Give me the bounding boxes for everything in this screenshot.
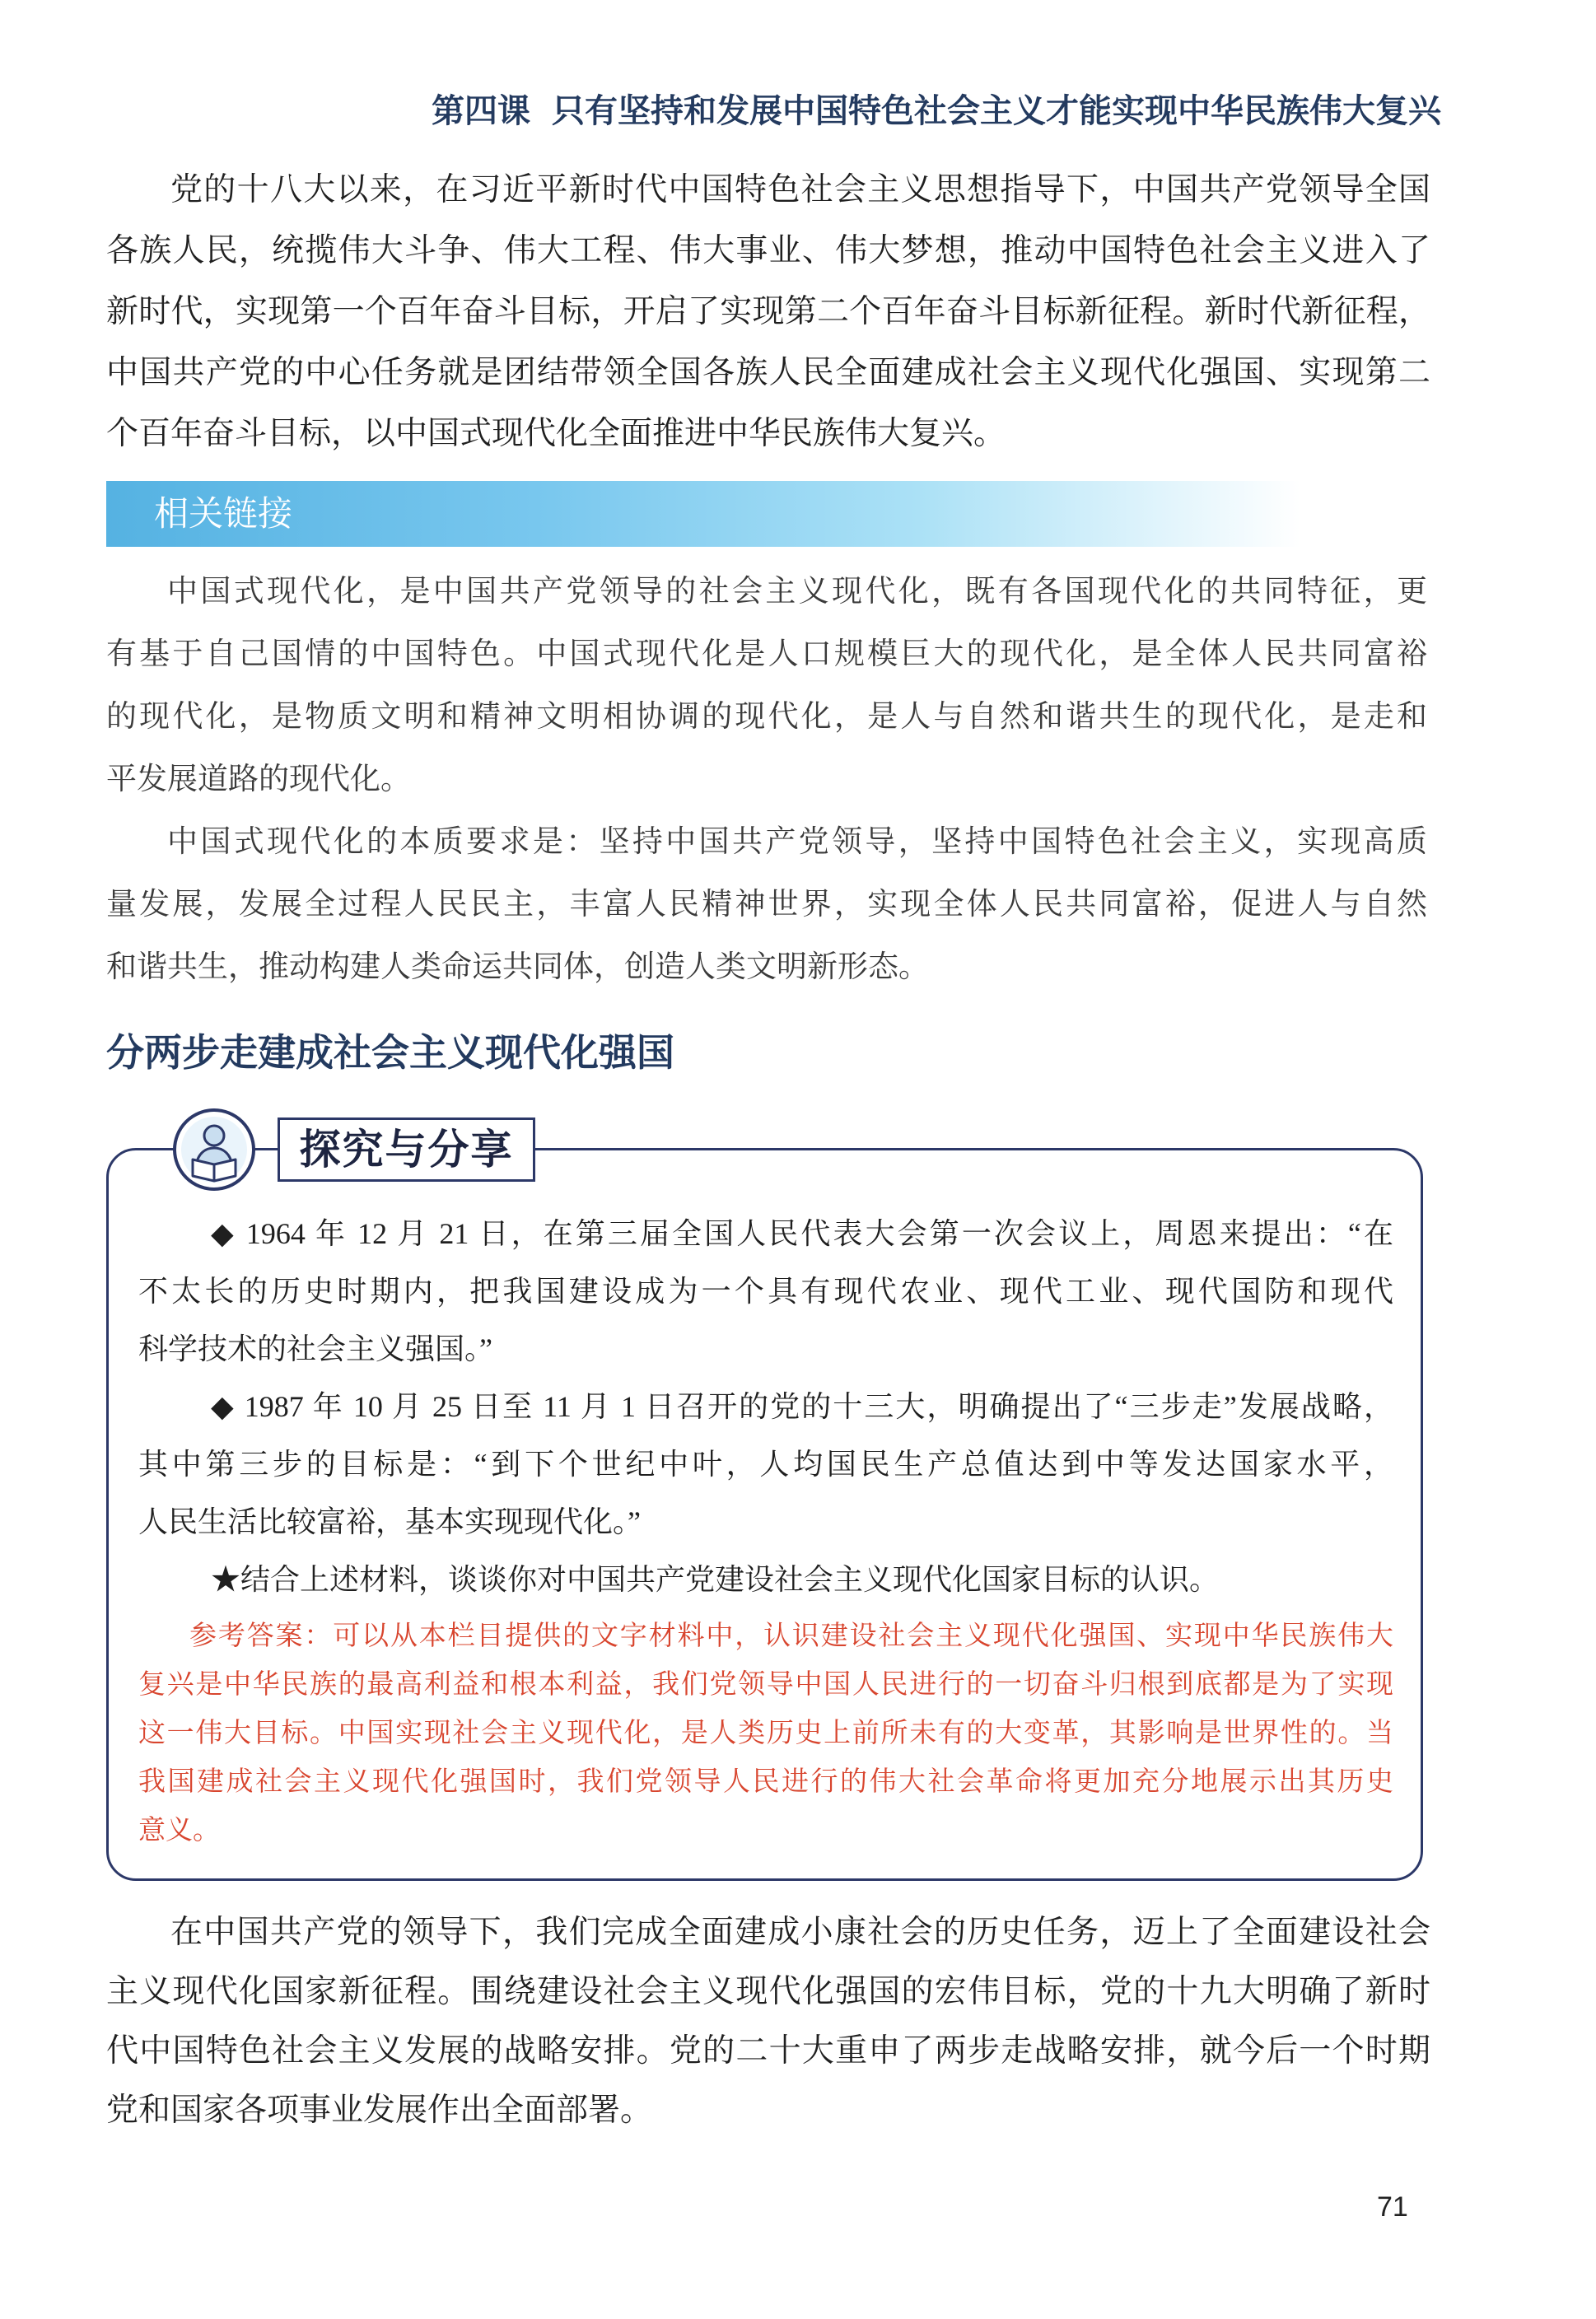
paragraph-line: 代中国特色社会主义发展的战略安排。党的二十大重申了两步走战略安排，就今后一个时期 bbox=[106, 2033, 1430, 2069]
paragraph-line: 各族人民，统揽伟大斗争、伟大工程、伟大事业、伟大梦想，推动中国特色社会主义进入了 bbox=[106, 233, 1430, 268]
material-line: ◆ 1964 年 12 月 21 日，在第三届全国人民代表大会第一次会议上，周恩来提出：“在 bbox=[211, 1217, 1393, 1250]
material-line: 科学技术的社会主义强国。” bbox=[138, 1332, 492, 1365]
reading-person-icon bbox=[171, 1107, 257, 1192]
paragraph-line: 个百年奋斗目标，以中国式现代化全面推进中华民族伟大复兴。 bbox=[106, 416, 1006, 451]
section-heading: 分两步走建成社会主义现代化强国 bbox=[106, 1031, 674, 1074]
related-line: 有基于自己国情的中国特色。中国式现代化是人口规模巨大的现代化，是全体人民共同富裕 bbox=[106, 637, 1427, 671]
related-line: 中国式现代化，是中国共产党领导的社会主义现代化，既有各国现代化的共同特征，更 bbox=[167, 575, 1427, 609]
paragraph-line: 党和国家各项事业发展作出全面部署。 bbox=[106, 2093, 653, 2128]
material-line: 其中第三步的目标是：“到下个世纪中叶，人均国民生产总值达到中等发达国家水平， bbox=[138, 1448, 1393, 1481]
related-link-banner bbox=[106, 481, 1300, 547]
discussion-question: ★结合上述材料，谈谈你对中国共产党建设社会主义现代化国家目标的认识。 bbox=[211, 1563, 1220, 1596]
explore-share-title: 探究与分享 bbox=[278, 1118, 535, 1182]
material-line: 人民生活比较富裕，基本实现现代化。” bbox=[138, 1505, 641, 1538]
answer-line: 意义。 bbox=[138, 1816, 220, 1845]
intro-paragraph bbox=[106, 160, 1430, 464]
closing-paragraph bbox=[106, 1903, 1430, 2140]
paragraph-line: 党的十八大以来，在习近平新时代中国特色社会主义思想指导下，中国共产党领导全国 bbox=[170, 172, 1430, 208]
answer-line: 参考答案：可以从本栏目提供的文字材料中，认识建设社会主义现代化强国、实现中华民族伟大 bbox=[189, 1621, 1393, 1651]
lesson-title: 只有坚持和发展中国特色社会主义才能实现中华民族伟大复兴 bbox=[552, 93, 1441, 129]
paragraph-line: 中国共产党的中心任务就是团结带领全国各族人民全面建成社会主义现代化强国、实现第二 bbox=[106, 355, 1430, 390]
paragraph-line: 新时代，实现第一个百年奋斗目标，开启了实现第二个百年奋斗目标新征程。新时代新征程， bbox=[106, 294, 1430, 329]
material-line: ◆ 1987 年 10 月 25 日至 11 月 1 日召开的党的十三大，明确提出了“三步走”发展战略， bbox=[211, 1390, 1393, 1423]
related-link-label: 相关链接 bbox=[154, 494, 293, 533]
material-line: 不太长的历史时期内，把我国建设成为一个具有现代农业、现代工业、现代国防和现代 bbox=[138, 1275, 1393, 1308]
reference-answer bbox=[138, 1612, 1393, 1855]
answer-line: 复兴是中华民族的最高利益和根本利益，我们党领导中国人民进行的一切奋斗归根到底都是为了实现 bbox=[138, 1670, 1393, 1700]
related-link-content bbox=[106, 561, 1427, 999]
page-number: 71 bbox=[1377, 2191, 1408, 2223]
answer-line: 这一伟大目标。中国实现社会主义现代化，是人类历史上前所未有的大变革，其影响是世界性的。当 bbox=[138, 1719, 1393, 1748]
running-header bbox=[432, 91, 1441, 132]
related-line: 和谐共生，推动构建人类命运共同体，创造人类文明新形态。 bbox=[106, 950, 929, 984]
related-line: 中国式现代化的本质要求是：坚持中国共产党领导，坚持中国特色社会主义，实现高质 bbox=[167, 825, 1427, 859]
related-line: 的现代化，是物质文明和精神文明相协调的现代化，是人与自然和谐共生的现代化，是走和 bbox=[106, 700, 1427, 734]
lesson-number: 第四课 bbox=[432, 93, 530, 129]
answer-line: 我国建成社会主义现代化强国时，我们党领导人民进行的伟大社会革命将更加充分地展示出其历史 bbox=[138, 1767, 1393, 1797]
explore-materials bbox=[138, 1205, 1393, 1608]
paragraph-line: 主义现代化国家新征程。围绕建设社会主义现代化强国的宏伟目标，党的十九大明确了新时 bbox=[106, 1974, 1430, 2009]
related-line: 量发展，发展全过程人民民主，丰富人民精神世界，实现全体人民共同富裕，促进人与自然 bbox=[106, 888, 1427, 922]
related-line: 平发展道路的现代化。 bbox=[106, 763, 411, 796]
paragraph-line: 在中国共产党的领导下，我们完成全面建成小康社会的历史任务，迈上了全面建设社会 bbox=[170, 1915, 1430, 1950]
